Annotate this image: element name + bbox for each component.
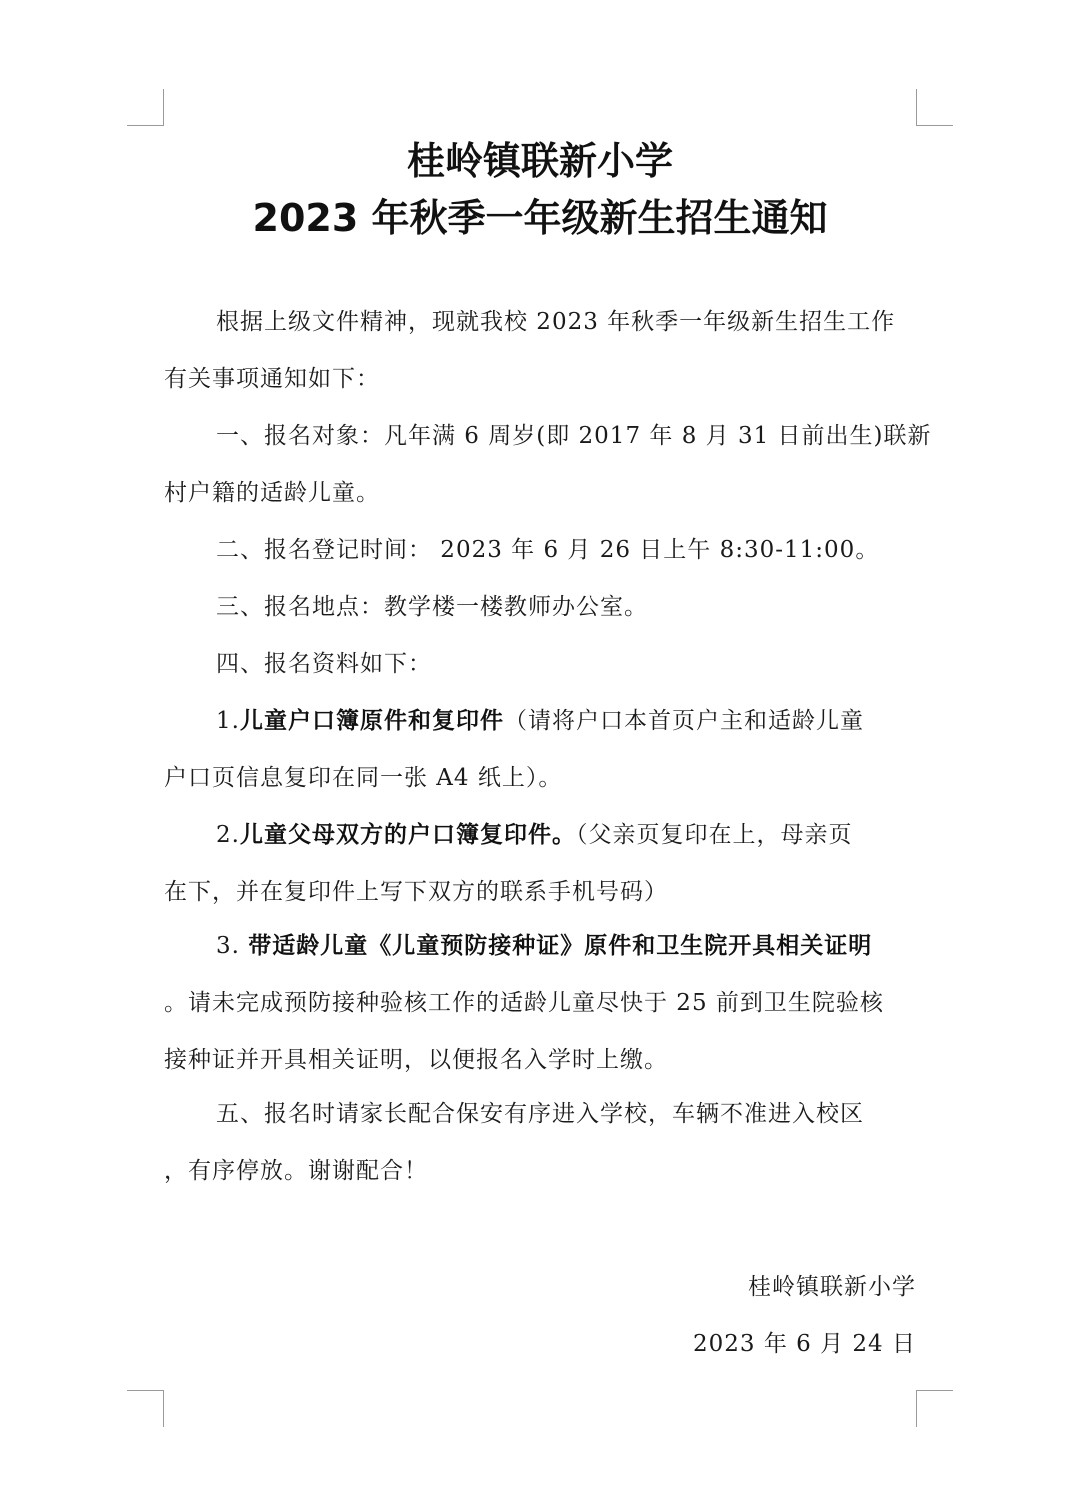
intro-line-1: 根据上级文件精神，现就我校 2023 年秋季一年级新生招生工作 [216,309,896,335]
material1-bold: 儿童户口簿原件和复印件 [239,708,504,734]
intro-line-2: 有关事项通知如下： [164,366,380,392]
intro-paragraph [164,294,916,408]
item3-line: 三、报名地点：教学楼一楼教师办公室。 [216,594,648,620]
material3-line-1 [164,918,916,975]
item-parking-notice [164,1086,916,1200]
item2-line: 二、报名登记时间： 2023 年 6 月 26 日上午 8:30-11:00。 [216,537,880,563]
item4-line: 四、报名资料如下： [216,651,432,677]
signature-school-name: 桂岭镇联新小学 [748,1274,916,1300]
crop-mark-top-left [127,89,164,126]
material-2 [164,807,916,921]
material1-line-1 [164,693,916,750]
item-registration-target [164,408,932,522]
material3-line-3: 接种证并开具相关证明，以便报名入学时上缴。 [164,1047,668,1073]
material-1 [164,693,916,807]
item5-line-1: 五、报名时请家长配合保安有序进入学校，车辆不准进入校区 [216,1101,864,1127]
material3-line-2: 。请未完成预防接种验核工作的适龄儿童尽快于 25 前到卫生院验核 [164,990,884,1016]
material2-rest: （父亲页复印在上，母亲页 [575,822,853,848]
material2-prefix: 2. [216,822,240,848]
document-title-school: 桂岭镇联新小学 [406,139,673,183]
item1-line-2: 村户籍的适龄儿童。 [164,480,380,506]
material1-prefix: 1. [216,708,240,734]
material2-line-2: 在下，并在复印件上写下双方的联系手机号码） [164,879,668,905]
item-registration-location [164,579,916,636]
material3-bold: 带适龄儿童《儿童预防接种证》原件和卫生院开具相关证明 [248,933,873,959]
material1-line-2: 户口页信息复印在同一张 A4 纸上）。 [164,765,563,791]
item-materials-heading [164,636,916,693]
crop-mark-bottom-right [916,1390,953,1427]
material1-rest: （请将户口本首页户主和适龄儿童 [503,708,864,734]
material2-line-1 [164,807,916,864]
item1-line-1: 一、报名对象：凡年满 6 周岁(即 2017 年 8 月 31 日前出生)联新 [216,423,932,449]
crop-mark-bottom-left [127,1390,164,1427]
document-title-notice: 2023 年秋季一年级新生招生通知 [252,196,828,240]
material3-prefix: 3. [216,933,249,959]
material2-bold: 儿童父母双方的户口簿复印件。 [239,822,576,848]
crop-mark-top-right [916,89,953,126]
item5-line-2: ，有序停放。谢谢配合！ [164,1158,428,1184]
material-3 [164,918,916,1089]
signature-date: 2023 年 6 月 24 日 [693,1331,916,1357]
item-registration-time [164,522,916,579]
